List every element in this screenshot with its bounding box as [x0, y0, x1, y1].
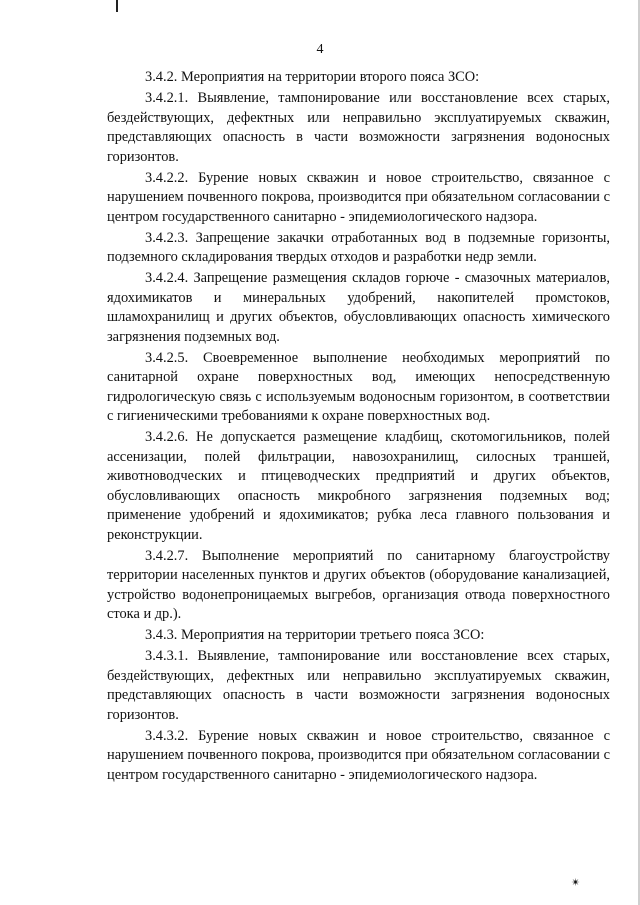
paragraph-3-4-2-3: 3.4.2.3. Запрещение закачки отработанных вод в подземные горизонты, подземного складирования твердых отходов и разработки недр земли.: [107, 229, 610, 265]
document-body: [107, 68, 610, 787]
paragraph-3-4-3: 3.4.3. Мероприятия на территории третьего пояса ЗСО:: [145, 627, 485, 643]
page-number: 4: [316, 42, 324, 57]
paragraph-3-4-2-1: 3.4.2.1. Выявление, тампонирование или восстановление всех старых, бездействующих, дефектных или неправильно эксплуатируемых скважин, представляющих опасность в части возможности загрязнения водоносных горизонтов.: [107, 90, 610, 165]
paragraph-3-4-3-1: 3.4.3.1. Выявление, тампонирование или восстановление всех старых, бездействующих, дефектных или неправильно эксплуатируемых скважин, представляющих опасность в части возможности загрязнения водоносных горизонтов.: [107, 648, 610, 723]
paragraph-3-4-2-2: 3.4.2.2. Бурение новых скважин и новое строительство, связанное с нарушением почвенного покрова, производится при обязательном согласовании с центром государственного санитарно - эпидемиологического надзора.: [107, 169, 610, 225]
paragraph-3-4-2-7: 3.4.2.7. Выполнение мероприятий по санитарному благоустройству территории населенных пунктов и других объектов (оборудование канализацией, устройство водонепроницаемых выгребов, организация отвода поверхностного стока и др.).: [107, 547, 610, 622]
footer-scan-mark: ✴: [571, 877, 581, 889]
paragraph-3-4-2: 3.4.2. Мероприятия на территории второго пояса ЗСО:: [145, 69, 480, 85]
paragraph-3-4-2-6: 3.4.2.6. Не допускается размещение кладбищ, скотомогильников, полей ассенизации, полей фильтрации, навозохранилищ, силосных траншей, животноводческих и птицеводческих предприятий и других объектов, обусловливающих опасность микробного загрязнения подземных вод; применение удобрений и ядохимикатов; рубка леса главного пользования и реконструкции.: [107, 429, 610, 543]
paragraph-3-4-2-4: 3.4.2.4. Запрещение размещения складов горюче - смазочных материалов, ядохимикатов и минеральных удобрений, накопителей промстоков, шламохранилищ и других объектов, обусловливающих опасность химического загрязнения подземных вод.: [107, 270, 610, 345]
paragraph-3-4-3-2: 3.4.3.2. Бурение новых скважин и новое строительство, связанное с нарушением почвенного покрова, производится при обязательном согласовании с центром государственного санитарно - эпидемиологического надзора.: [107, 727, 610, 783]
paragraph-3-4-2-5: 3.4.2.5. Своевременное выполнение необходимых мероприятий по санитарной охране поверхностных вод, имеющих непосредственную гидрологическую связь с используемым водоносным горизонтом, в соответствии с гигиеническими требованиями к охране поверхностных вод.: [107, 349, 610, 424]
scan-artifact-top: [116, 0, 118, 12]
